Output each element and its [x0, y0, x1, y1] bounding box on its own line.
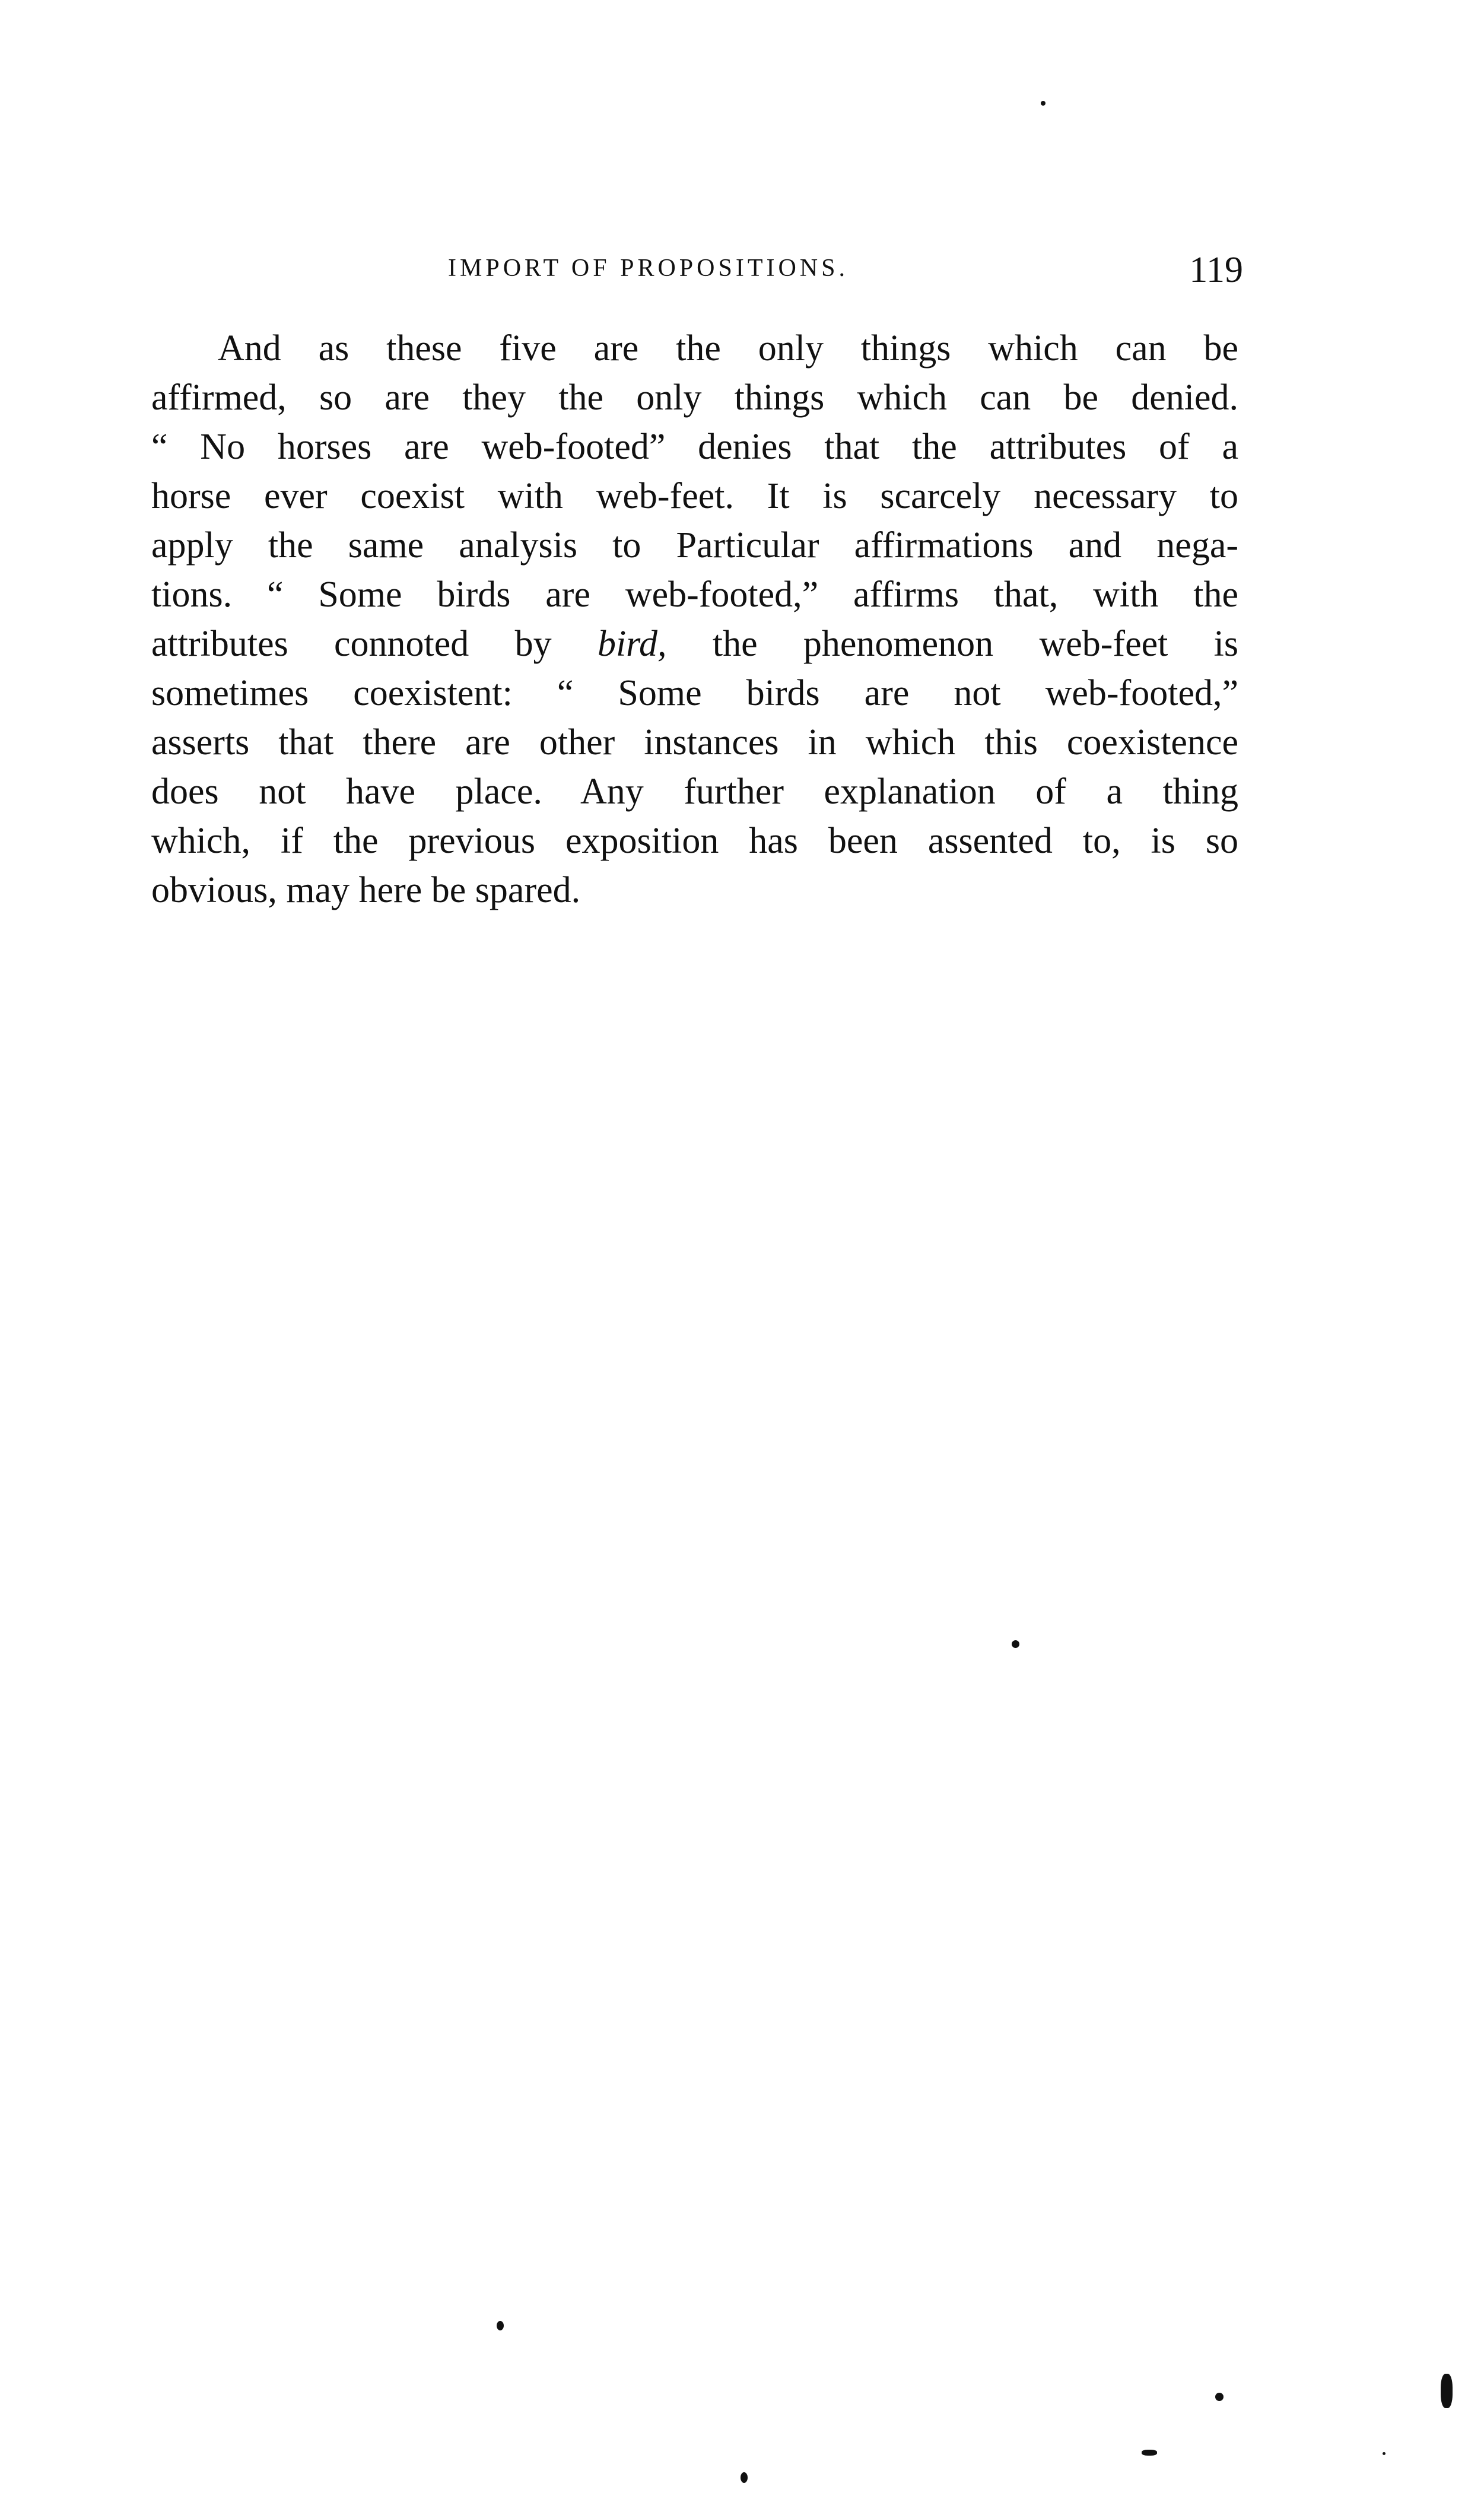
text-line: affirmed, so are they the only things which can be denied. — [151, 377, 1238, 418]
text-line: “ No horses are web-footed” denies that the attributes of a — [151, 427, 1238, 467]
text-fragment: the phenomenon web-feet is — [712, 624, 1239, 664]
text-line: which, if the previous exposition has been assented to, is so — [151, 821, 1238, 861]
scan-speck — [1142, 2450, 1157, 2456]
text-line: does not have place. Any further explanation of a thing — [151, 771, 1238, 812]
scan-speck — [1383, 2452, 1386, 2455]
text-line: sometimes coexistent: “ Some birds are not web-footed,” — [151, 673, 1238, 713]
scan-speck — [741, 2472, 748, 2483]
scan-speck — [1215, 2393, 1224, 2401]
scan-speck — [1012, 1640, 1019, 1648]
scan-speck — [1041, 101, 1046, 106]
running-head — [151, 249, 1243, 297]
scan-speck — [497, 2321, 504, 2330]
text-line: And as these five are the only things which can be — [218, 328, 1238, 369]
scan-speck — [1441, 2374, 1453, 2408]
text-line: apply the same analysis to Particular affirmations and nega- — [151, 525, 1238, 566]
text-line: tions. “ Some birds are web-footed,” affirms that, with the — [151, 574, 1238, 615]
text-line: horse ever coexist with web-feet. It is scarcely necessary to — [151, 476, 1238, 516]
page-number: 119 — [1189, 250, 1243, 290]
body-paragraph — [151, 324, 1238, 915]
italic-term: bird, — [597, 624, 667, 664]
text-line — [151, 620, 1238, 669]
text-line: asserts that there are other instances in which this coexistence — [151, 722, 1238, 763]
text-line: obvious, may here be spared. — [151, 870, 581, 910]
running-title: IMPORT OF PROPOSITIONS. — [448, 255, 849, 282]
text-fragment: attributes connoted by — [151, 624, 552, 664]
